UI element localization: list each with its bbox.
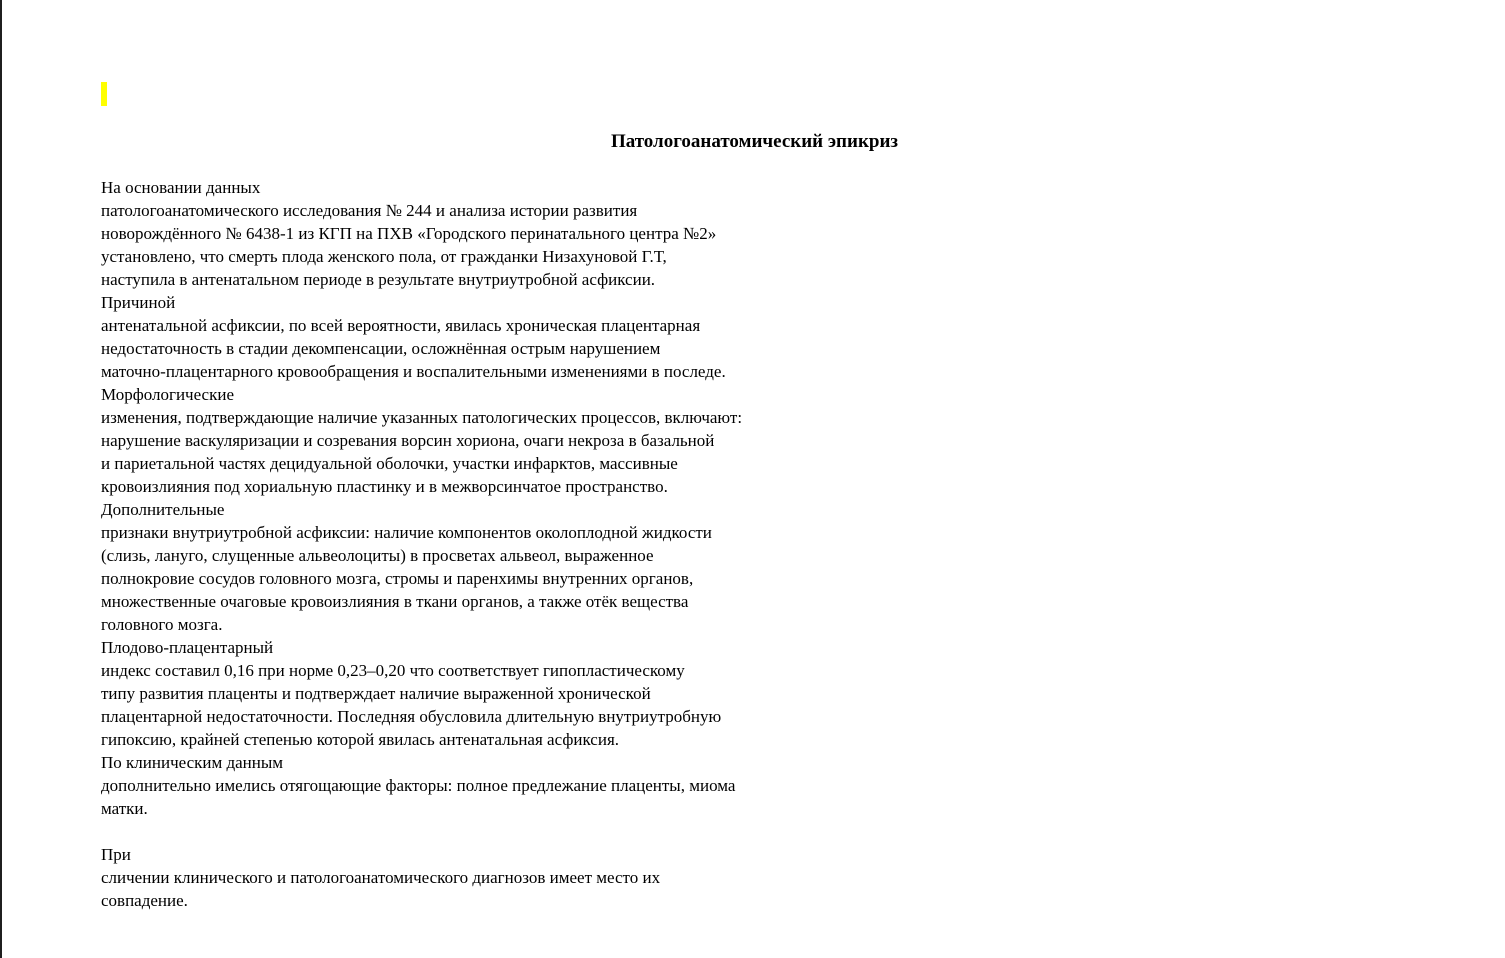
text-line: типу развития плаценты и подтверждает наличие выраженной хронической <box>101 684 651 703</box>
text-line: новорождённого № 6438-1 из КГП на ПХВ «Городского перинатального центра №2» <box>101 224 717 243</box>
text-line: патологоанатомического исследования № 244 и анализа истории развития <box>101 201 638 220</box>
text-line: (слизь, лануго, слущенные альвеолоциты) в просветах альвеол, выраженное <box>101 546 654 565</box>
document-title <box>2 130 1505 154</box>
text-line: плацентарной недостаточности. Последняя обусловила длительную внутриутробную <box>101 707 722 726</box>
text-line: Причиной <box>101 293 176 312</box>
text-line: полнокровие сосудов головного мозга, стромы и паренхимы внутренних органов, <box>101 569 694 588</box>
text-line: сличении клинического и патологоанатомического диагнозов имеет место их <box>101 868 661 887</box>
text-line: При <box>101 845 131 864</box>
document-title-text: Патологоанатомический эпикриз <box>610 131 899 152</box>
text-line: По клиническим данным <box>101 753 284 772</box>
text-cursor-highlight <box>101 82 107 106</box>
text-line: и париетальной частях децидуальной оболочки, участки инфарктов, массивные <box>101 454 678 473</box>
text-line: На основании данных <box>101 178 261 197</box>
text-line: маточно-плацентарного кровообращения и воспалительными изменениями в последе. <box>101 362 726 381</box>
text-line: головного мозга. <box>101 615 223 634</box>
text-line: изменения, подтверждающие наличие указанных патологических процессов, включают: <box>101 408 743 427</box>
text-line: установлено, что смерть плода женского пола, от гражданки Низахуновой Г.Т, <box>101 247 667 266</box>
text-line: матки. <box>101 799 148 818</box>
document-body <box>101 176 861 912</box>
text-line: признаки внутриутробной асфиксии: наличие компонентов околоплодной жидкости <box>101 523 712 542</box>
text-line: Морфологические <box>101 385 235 404</box>
text-line: кровоизлияния под хориальную пластинку и в межворсинчатое пространство. <box>101 477 668 496</box>
text-line: индекс составил 0,16 при норме 0,23–0,20 что соответствует гипопластическому <box>101 661 685 680</box>
text-line: гипоксию, крайней степенью которой явилась антенатальная асфиксия. <box>101 730 620 749</box>
text-line: нарушение васкуляризации и созревания ворсин хориона, очаги некроза в базальной <box>101 431 715 450</box>
text-line: недостаточность в стадии декомпенсации, осложнённая острым нарушением <box>101 339 661 358</box>
text-line: Дополнительные <box>101 500 225 519</box>
text-line: наступила в антенатальном периоде в результате внутриутробной асфиксии. <box>101 270 656 289</box>
text-line: множественные очаговые кровоизлияния в ткани органов, а также отёк вещества <box>101 592 689 611</box>
text-line: Плодово-плацентарный <box>101 638 274 657</box>
text-line: антенатальной асфиксии, по всей вероятности, явилась хроническая плацентарная <box>101 316 701 335</box>
text-line: совпадение. <box>101 891 188 910</box>
text-line: дополнительно имелись отягощающие факторы: полное предлежание плаценты, миома <box>101 776 736 795</box>
blank-line <box>101 820 861 843</box>
